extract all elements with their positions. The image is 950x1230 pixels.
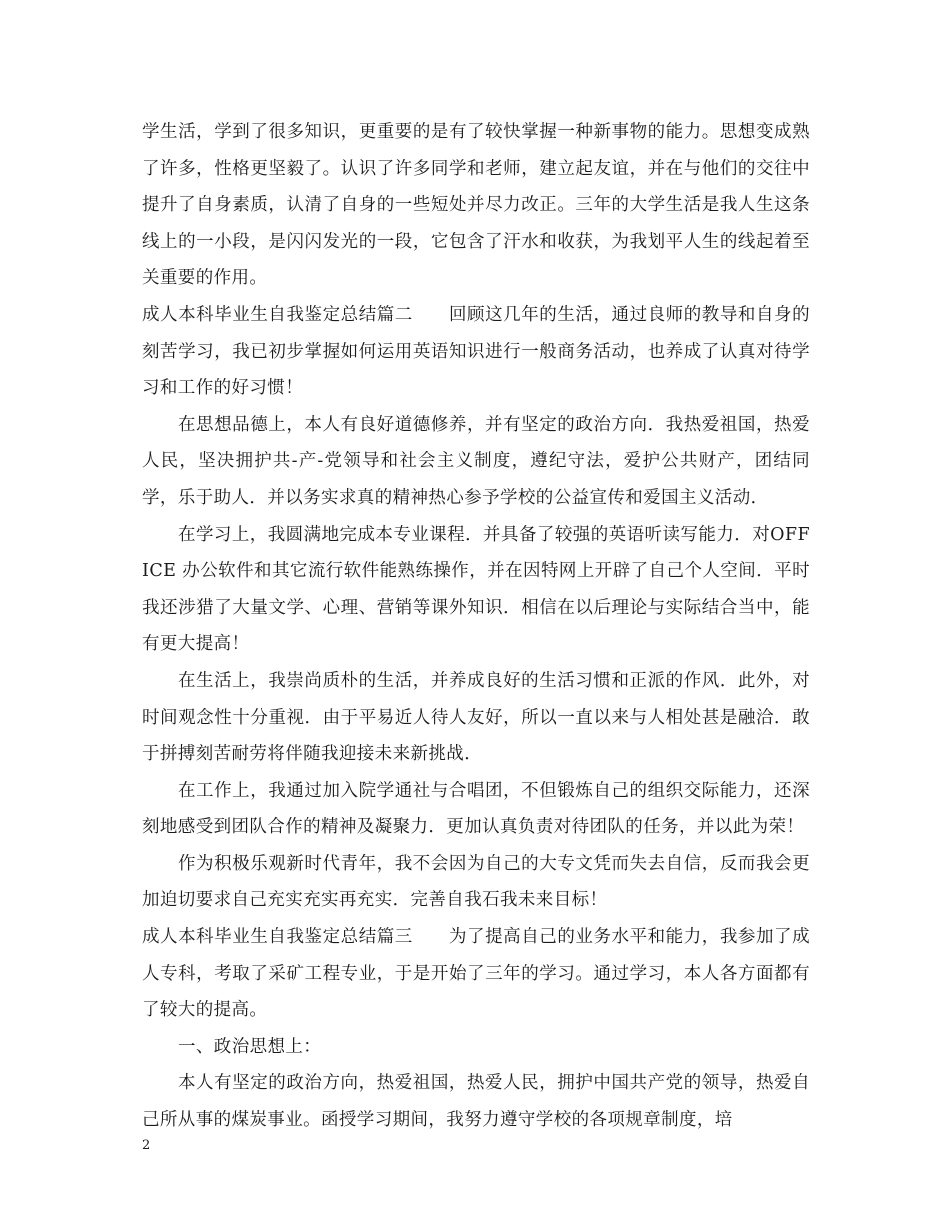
paragraph-5: 在生活上，我崇尚质朴的生活，并养成良好的生活习惯和正派的作风．此外，对时间观念性十分重视．由于平易近人待人友好，所以一直以来与人相处甚是融洽．敢于拼搏刻苦耐劳将伴随我迎接未来新挑战． <box>142 670 810 765</box>
paragraph-9: 一、政治思想上： <box>178 1036 322 1057</box>
paragraph-7: 作为积极乐观新时代青年，我不会因为自己的大专文凭而失去自信，反而我会更加迫切要求自己充实充实再充实．完善自我石我未来目标！ <box>142 853 810 911</box>
paragraph-8: 成人本科毕业生自我鉴定总结篇三 为了提高自己的业务水平和能力，我参加了成人专科，考取了采矿工程专业，于是开始了三年的学习。通过学习，本人各方面都有了较大的提高。 <box>142 927 810 1021</box>
paragraph-3: 在思想品德上，本人有良好道德修养，并有坚定的政治方向．我热爱祖国，热爱人民，坚决拥护共-产-党领导和社会主义制度，遵纪守法，爱护公共财产，团结同学，乐于助人．并以务实求真的精神热心参予学校的公益宣传和爱国主义活动． <box>142 414 810 508</box>
paragraph-4: 在学习上，我圆满地完成本专业课程．并具备了较强的英语听读写能力．对OFFICE 办公软件和其它流行软件能熟练操作，并在因特网上开辟了自己个人空间．平时我还涉猎了大量文学、心理、营销等课外知识．相信在以后理论与实际结合当中，能有更大提高！ <box>142 524 810 655</box>
page-number: 2 <box>142 1138 151 1153</box>
document-body <box>142 114 810 1139</box>
paragraph-2: 成人本科毕业生自我鉴定总结篇二 回顾这几年的生活，通过良师的教导和自身的刻苦学习，我已初步掌握如何运用英语知识进行一般商务活动，也养成了认真对待学习和工作的好习惯！ <box>142 304 810 399</box>
paragraph-6: 在工作上，我通过加入院学通社与合唱团，不但锻炼自己的组织交际能力，还深刻地感受到团队合作的精神及凝聚力．更加认真负责对待团队的任务，并以此为荣！ <box>142 780 810 838</box>
paragraph-1: 学生活，学到了很多知识，更重要的是有了较快掌握一种新事物的能力。思想变成熟了许多，性格更坚毅了。认识了许多同学和老师，建立起友谊，并在与他们的交往中提升了自身素质，认清了自身的一些短处并尽力改正。三年的大学生活是我人生这条线上的一小段，是闪闪发光的一段，它包含了汗水和收获，为我划平人生的线起着至关重要的作用。 <box>142 122 810 289</box>
paragraph-10: 本人有坚定的政治方向，热爱祖国，热爱人民，拥护中国共产党的领导，热爱自己所从事的煤炭事业。函授学习期间，我努力遵守学校的各项规章制度，培 <box>142 1073 810 1131</box>
